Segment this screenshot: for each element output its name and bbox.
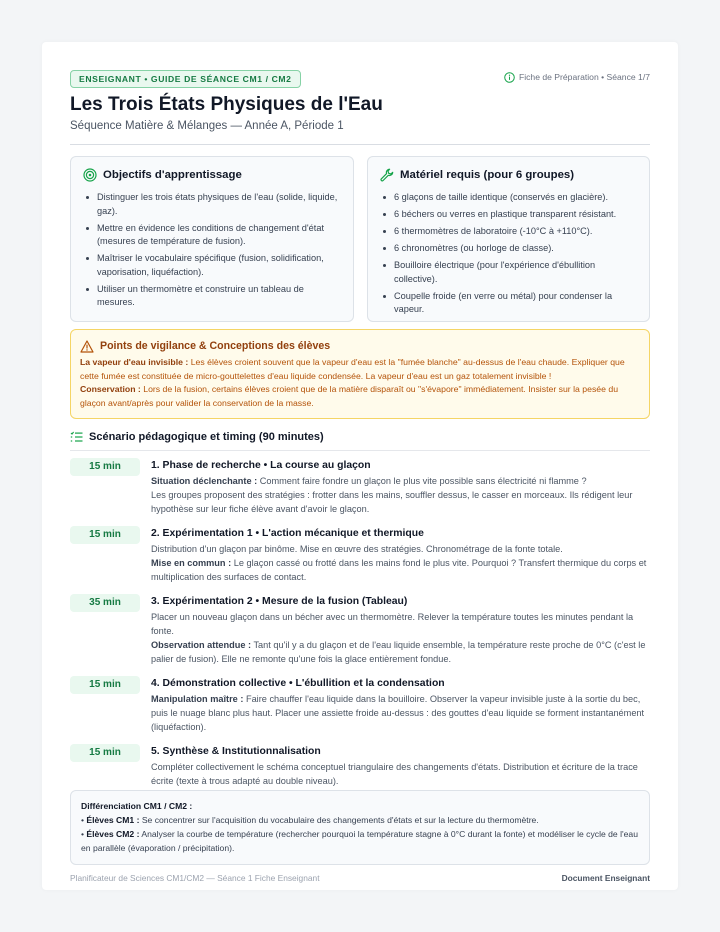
warning-icon xyxy=(80,340,94,353)
step-text: Les groupes proposent des stratégies : frotter dans les mains, souffler dessus, le casser en morceaux. Ils rédigent leur hypothèse sur leur fiche élève avant d'avoir le glaçon. xyxy=(151,490,633,514)
duration-badge: 35 min xyxy=(70,594,140,612)
step-title: 1. Phase de recherche • La course au glaçon xyxy=(151,460,371,471)
vigilance-label: Conservation : xyxy=(80,384,141,394)
list-item: Maîtriser le vocabulaire spécifique (fusion, solidification, vaporisation, liquéfaction). xyxy=(83,252,341,279)
list-item: Utiliser un thermomètre et construire un tableau de mesures. xyxy=(83,283,341,310)
vigilance-title: Points de vigilance & Conceptions des élèves xyxy=(100,340,331,352)
scenario-divider xyxy=(70,450,650,451)
page-subtitle: Séquence Matière & Mélanges — Année A, Période 1 xyxy=(70,120,344,132)
header-divider xyxy=(70,144,650,145)
step-text xyxy=(151,474,650,488)
materials-header xyxy=(380,167,637,183)
level-text: Analyser la courbe de température (rechercher pourquoi la température stagne à 0°C durant la fonte) et modéliser le cycle de l'eau en parallèle (évaporation / précipitation). xyxy=(81,829,638,853)
list-item: 6 glaçons de taille identique (conservés en glacière). xyxy=(380,191,637,205)
fiche-info xyxy=(504,70,650,84)
list-item: 6 béchers ou verres en plastique transparent résistant. xyxy=(380,208,637,222)
step-text-span: Tant qu'il y a du glaçon et de l'eau liquide ensemble, la température reste proche de 0°C (c'est le palier de fusion). Elle ne remonte qu'une fois la glace entièrement fondue. xyxy=(151,640,646,664)
role-badge: ENSEIGNANT • GUIDE DE SÉANCE CM1 / CM2 xyxy=(70,70,301,88)
step-content xyxy=(151,744,650,788)
objectives-card xyxy=(70,156,354,322)
step-title: 2. Expérimentation 1 • L'action mécanique et thermique xyxy=(151,528,424,539)
duration-badge: 15 min xyxy=(70,458,140,476)
objectives-header xyxy=(83,167,341,183)
duration-badge: 15 min xyxy=(70,744,140,762)
step-content xyxy=(151,594,650,666)
vigilance-text: Lors de la fusion, certains élèves croient que de la matière disparaît ou "s'évapore" immédiatement. Insister sur la pesée du glaçon avant/après pour valider la conservation de la masse. xyxy=(80,384,619,408)
step-label: Manipulation maître : xyxy=(151,694,244,704)
step-content xyxy=(151,676,650,734)
differentiation-heading: Différenciation CM1 / CM2 : xyxy=(81,801,193,811)
step-text-span: Comment faire fondre un glaçon le plus vite possible sans électricité ni flamme ? xyxy=(257,476,587,486)
step-label: Observation attendue : xyxy=(151,640,252,650)
list-item: Distinguer les trois états physiques de l'eau (solide, liquide, gaz). xyxy=(83,191,341,218)
differentiation-item xyxy=(81,813,639,827)
step-text xyxy=(151,692,650,734)
step-text xyxy=(151,556,650,584)
step-text-span: Faire chauffer l'eau liquide dans la bouilloire. Observer la vapeur invisible juste à la sortie du bec, puis le nuage blanc plus haut. Placer une assiette froide au-dessus : des gouttes d'eau liquide se forment instantanément (liquéfaction). xyxy=(151,694,645,732)
step-title: 3. Expérimentation 2 • Mesure de la fusion (Tableau) xyxy=(151,596,408,607)
target-icon xyxy=(83,168,97,182)
differentiation-item xyxy=(81,827,639,855)
materials-card xyxy=(367,156,650,322)
vigilance-text: Les élèves croient souvent que la vapeur d'eau est la "fumée blanche" au-dessus de l'eau chaude. Expliquer que cette fumée est constituée de micro-gouttelettes d'eau liquide condensée. La vapeur d'eau est un gaz totalement invisible ! xyxy=(80,357,625,381)
step-label: Mise en commun : xyxy=(151,558,232,568)
duration-badge: 15 min xyxy=(70,676,140,694)
page-title: Les Trois États Physiques de l'Eau xyxy=(70,94,383,115)
step-text: Compléter collectivement le schéma conceptuel triangulaire des changements d'états. Distribution et écriture de la trace écrite (texte à trous adapté au double niveau). xyxy=(151,762,638,786)
vigilance-point xyxy=(80,356,640,383)
differentiation-title xyxy=(81,799,639,813)
step-content xyxy=(151,526,650,584)
wrench-icon xyxy=(380,168,394,182)
step-text-span: Le glaçon cassé ou frotté dans les mains fond le plus vite. Pourquoi ? Transfert thermique du corps et multiplication des surfaces de contact. xyxy=(151,558,647,582)
info-icon xyxy=(504,72,515,83)
list-item: Coupelle froide (en verre ou métal) pour condenser la vapeur. xyxy=(380,290,637,317)
list-item: Bouilloire électrique (pour l'expérience d'ébullition collective). xyxy=(380,259,637,286)
differentiation-box xyxy=(70,790,650,865)
bullet: • xyxy=(81,829,87,839)
vigilance-header xyxy=(80,339,640,353)
level-text: Se concentrer sur l'acquisition du vocabulaire des changements d'états et sur la lecture du thermomètre. xyxy=(139,815,539,825)
step-content xyxy=(151,458,650,516)
level-label: Élèves CM2 : xyxy=(86,829,140,839)
lesson-sheet xyxy=(42,42,678,890)
materials-list xyxy=(380,191,637,317)
scenario-header xyxy=(70,429,324,445)
list-item: Mettre en évidence les conditions de changement d'état (mesures de température de fusion). xyxy=(83,222,341,249)
footer-doc-type: Document Enseignant xyxy=(561,873,650,883)
scenario-title: Scénario pédagogique et timing (90 minutes) xyxy=(89,431,324,443)
vigilance-label: La vapeur d'eau invisible : xyxy=(80,357,189,367)
list-item: 6 chronomètres (ou horloge de classe). xyxy=(380,242,637,256)
materials-title: Matériel requis (pour 6 groupes) xyxy=(400,169,575,181)
step-text: Distribution d'un glaçon par binôme. Mise en œuvre des stratégies. Chronométrage de la fonte totale. xyxy=(151,544,563,554)
vigilance-box xyxy=(70,329,650,419)
step-text xyxy=(151,638,650,666)
objectives-list xyxy=(83,191,341,310)
bullet: • xyxy=(81,815,87,825)
level-label: Élèves CM1 : xyxy=(86,815,140,825)
step-label: Situation déclenchante : xyxy=(151,476,258,486)
footer-info: Planificateur de Sciences CM1/CM2 — Séance 1 Fiche Enseignant xyxy=(70,873,320,883)
duration-badge: 15 min xyxy=(70,526,140,544)
fiche-label: Fiche de Préparation • Séance 1/7 xyxy=(518,72,650,82)
vigilance-point xyxy=(80,383,640,410)
step-title: 5. Synthèse & Institutionnalisation xyxy=(151,746,321,757)
list-item: 6 thermomètres de laboratoire (-10°C à +110°C). xyxy=(380,225,637,239)
step-title: 4. Démonstration collective • L'ébullition et la condensation xyxy=(151,678,445,689)
step-text: Placer un nouveau glaçon dans un bécher avec un thermomètre. Relever la température toutes les minutes pendant la fonte. xyxy=(151,612,634,636)
list-icon xyxy=(70,431,83,443)
objectives-title: Objectifs d'apprentissage xyxy=(103,169,242,181)
